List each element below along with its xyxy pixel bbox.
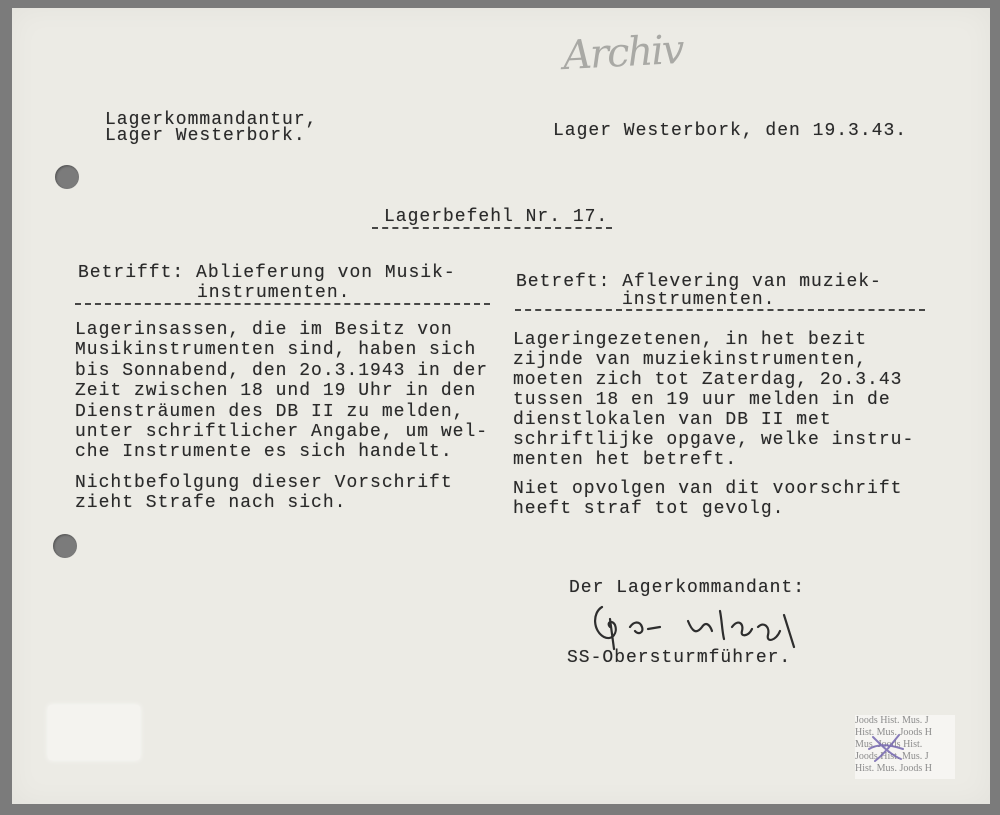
dutch-note <box>513 480 902 519</box>
stamp-text-line: Hist. Mus. Joods H <box>855 763 932 774</box>
dutch-body-line: tussen 18 en 19 uur melden in de <box>513 390 891 410</box>
german-body-line: Diensträumen des DB II zu melden, <box>75 401 465 422</box>
stamp-text-line: Joods Hist. Mus. J <box>855 715 929 726</box>
german-body-line: bis Sonnabend, den 2o.3.1943 in der <box>75 360 489 381</box>
german-body-line: Musikinstrumenten sind, haben sich <box>75 340 477 361</box>
german-note-line: Nichtbefolgung dieser Vorschrift <box>75 473 453 493</box>
place-date: Lager Westerbork, den 19.3.43. <box>553 121 908 141</box>
german-body-line: Lagerinsassen, die im Besitz von <box>75 320 453 340</box>
sender-address <box>105 112 317 144</box>
sender-line: Lager Westerbork. <box>105 126 306 146</box>
german-subject-line: instrumenten. <box>197 283 351 303</box>
title-underline <box>372 227 612 229</box>
dutch-body-line: zijnde van muziekinstrumenten, <box>513 350 868 370</box>
signature-role: Der Lagerkommandant: <box>569 578 806 598</box>
dutch-body-line: dienstlokalen van DB II met <box>513 410 832 430</box>
document-title: Lagerbefehl Nr. 17. <box>384 207 609 227</box>
museum-stamp <box>855 715 955 779</box>
signature-rank: SS-Obersturmführer. <box>567 648 792 668</box>
german-body-line: unter schriftlicher Angabe, um wel- <box>75 422 489 443</box>
german-body-line: che Instrumente es sich handelt. <box>75 442 453 463</box>
punch-hole-top <box>55 165 79 189</box>
german-note <box>75 473 453 513</box>
dutch-body-line: schriftlijke opgave, welke instru- <box>513 430 915 450</box>
sender-line: Lagerkommandantur, <box>105 110 318 130</box>
german-subject-line: Betrifft: Ablieferung von Musik- <box>78 263 456 283</box>
dutch-body-line: moeten zich tot Zaterdag, 2o.3.43 <box>513 370 903 390</box>
dutch-note-line: Niet opvolgen van dit voorschrift <box>513 479 903 499</box>
german-body <box>75 320 488 463</box>
stamp-text-line: Joods Hist. Mus. J <box>855 751 929 762</box>
handwritten-annotation: Archiv <box>561 26 684 80</box>
paper-label-patch <box>48 705 140 760</box>
german-subject-underline <box>75 303 490 305</box>
stamp-ink-mark <box>855 715 955 779</box>
german-body-line: Zeit zwischen 18 und 19 Uhr in den <box>75 381 477 402</box>
german-note-line: zieht Strafe nach sich. <box>75 493 347 513</box>
punch-hole-bottom <box>53 534 77 558</box>
stamp-text-line: Hist. Mus. Joods H <box>855 727 932 738</box>
dutch-body-line: Lageringezetenen, in het bezit <box>513 330 868 350</box>
dutch-note-line: heeft straf tot gevolg. <box>513 498 785 519</box>
dutch-subject-line: Betreft: Aflevering van muziek- <box>516 272 882 292</box>
dutch-body-line: menten het betreft. <box>513 450 738 470</box>
stamp-text-line: Mus. Joods Hist. <box>855 739 923 750</box>
dutch-subject-line: instrumenten. <box>622 290 776 310</box>
handwritten-signature <box>588 597 803 652</box>
dutch-body <box>513 330 914 470</box>
dutch-subject-underline <box>515 309 925 311</box>
